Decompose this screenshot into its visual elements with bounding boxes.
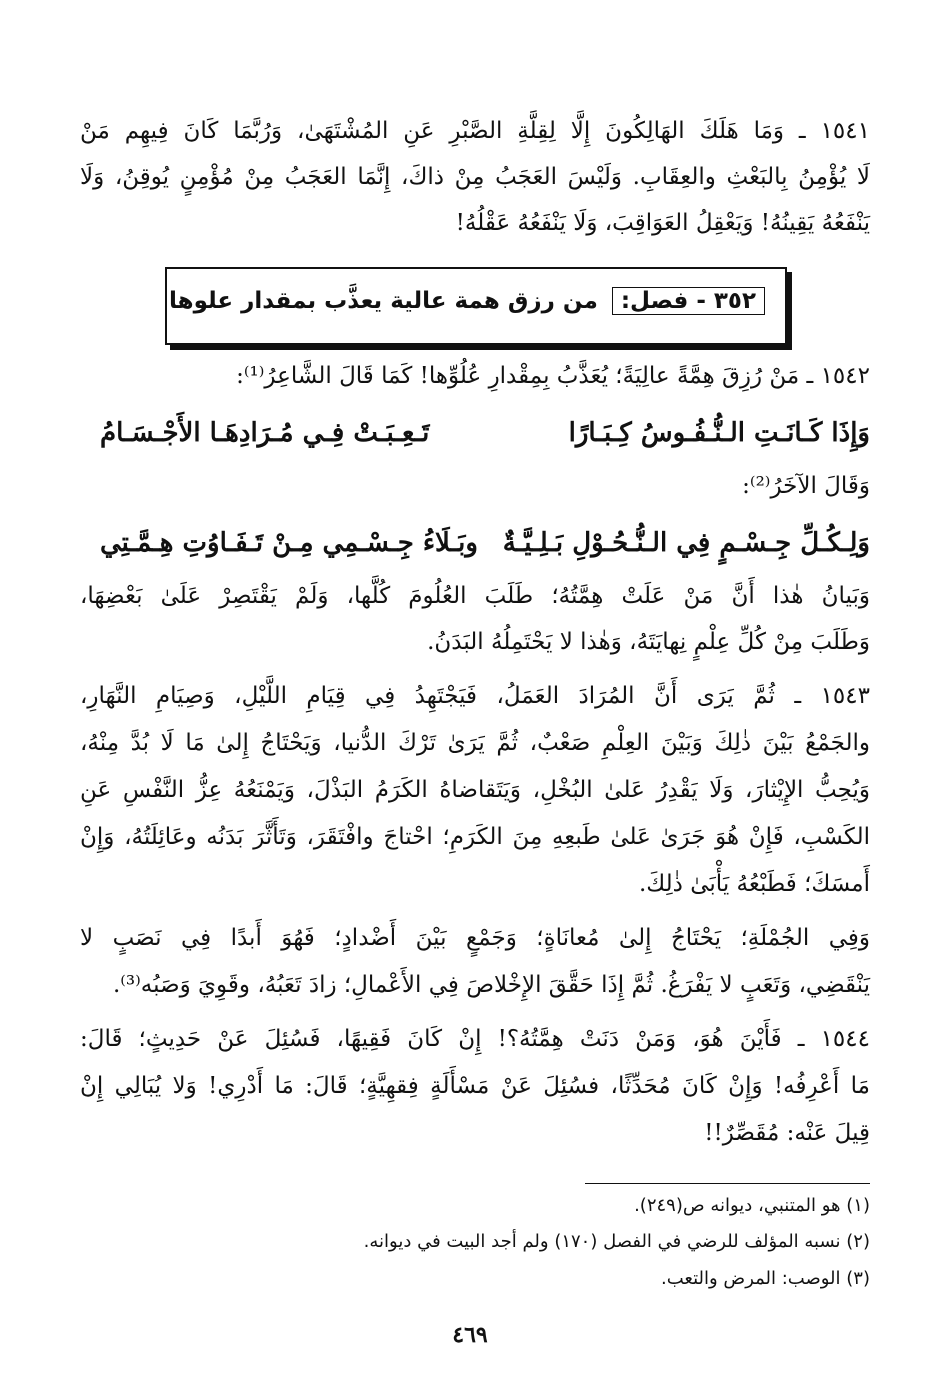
- verse-2-second-hemistich: وبَـلَاءُ جِـسْـمِي مِـنْ تَـفَـاوُتِ هِـمَّـتِي: [100, 528, 478, 558]
- explanation-line-1: وَبَيانُ هٰذا أَنَّ مَنْ عَلَتْ هِمَّتُهُ؛ طَلَبَ العُلُومَ كُلَّها، وَلَمْ يَقْتَصِرْ عَلَىٰ بَعْضِهَا،: [80, 583, 870, 609]
- section-label: ٣٥٢ - فصل:: [612, 287, 765, 315]
- paragraph-1541-line-3: يَنْفَعُهُ يَقِينُهُ! وَيَعْقِلُ العَوَاقِبَ، وَلَا يَنْفَعُهُ عَقْلُهُ!: [455, 210, 870, 236]
- footnote-3: (٣) الوصب: المرض والتعب.: [661, 1268, 870, 1289]
- verse-1-second-hemistich: تَـعِـبَـتْ فِـي مُـرَادِهَـا الأَجْـسَـامُ: [100, 418, 430, 448]
- paragraph-1544-line-1: ١٥٤٤ ـ فَأَيْنَ هُوَ، وَمَنْ دَنَتْ هِمَّتُهُ؟! إِنْ كَانَ فَقِيهًا، فَسُئِلَ عَنْ حَدِيثٍ؛ قَالَ:: [80, 1026, 870, 1052]
- page-number: ٤٦٩: [452, 1322, 488, 1348]
- paragraph-1542-intro: ١٥٤٢ ـ مَنْ رُزِقَ هِمَّةً عالِيَةً؛ يُعَذَّبُ بِمِقْدارِ عُلُوِّها! كَمَا قَالَ الشَّاعِرُ⁽¹⁾:: [236, 363, 870, 389]
- paragraph-1543-line-4: الكَسْبِ، فَإِنْ هُوَ جَرَىٰ عَلىٰ طَبعِهِ مِنَ الكَرَمِ؛ احْتاجَ وافْتَقَرَ، وَتَأَثَّرَ بَدَنُه وعَائِلَتُهُ، وَإِنْ: [80, 824, 870, 850]
- paragraph-1541-line-2: لَا يُؤْمِنُ بِالبَعْثِ والعِقَابِ. وَلَيْسَ العَجَبُ مِنْ ذاكَ، إِنَّمَا العَجَبُ مِنْ مُؤْمِنٍ يُوقِنُ، وَلَا: [80, 164, 870, 190]
- summary-line-1: وَفِي الجُمْلَةِ؛ يَحْتَاجُ إِلىٰ مُعانَاةٍ؛ وَجَمْعٍ بَيْنَ أَضْدادٍ؛ فَهُوَ أَبدًا فِي نَصَبٍ لا: [80, 925, 870, 951]
- verse-1-first-hemistich: وَإِذَا كَـانَـتِ الـنُّـفُـوسُ كِـبَـارًا: [568, 418, 870, 448]
- footnote-divider: [585, 1183, 870, 1184]
- paragraph-1543-line-1: ١٥٤٣ ـ ثُمَّ يَرَى أَنَّ المُرَادَ العَمَلُ، فَيَجْتَهِدُ فِي قِيَامِ اللَّيْلِ، وَصِيَامِ النَّهَارِ،: [80, 683, 870, 709]
- paragraph-1543-line-3: وَيُحِبُّ الإِيْثارَ، وَلَا يَقْدِرُ عَلىٰ البُخْلِ، وَيَتَقاضاهُ الكَرَمُ البَذْلَ، وَيَمْنَعُهُ عِزُّ النَّفْسِ عَنِ: [80, 777, 870, 803]
- summary-line-2: يَنْقَضِي، وَتَعَبٍ لا يَفْرَغُ. ثُمَّ إِذَا حَقَّقَ الإِخْلاصَ فِي الأَعْمالِ؛ زادَ تَعَبُهُ، وقَوِيَ وَصَبُه⁽³⁾.: [112, 972, 870, 998]
- verse-2-first-hemistich: وَلِـكُـلِّ جِـسْـمٍ فِي الـنُّـحُـوْلِ بَـلِـيَّـةٌ: [502, 528, 870, 558]
- footnote-1: (١) هو المتنبي، ديوانه ص(٢٤٩).: [634, 1195, 870, 1216]
- paragraph-1544-line-3: قِيلَ عَنْه: مُقَصِّرٌ!!: [704, 1120, 870, 1146]
- paragraph-1543-line-2: والجَمْعُ بَيْنَ ذٰلِكَ وَبَيْنَ العِلْمِ صَعْبٌ، ثُمَّ يَرَىٰ تَرْكَ الدُّنيا، وَيَحْتَاجُ إِلىٰ مَا لَا بُدَّ مِنْهُ،: [80, 730, 870, 756]
- section-title: من رزق همة عالية يعذَّب بمقدار علوها: [169, 288, 598, 314]
- paragraph-1544-line-2: مَا أَعْرِفُه! وَإِنْ كَانَ مُحَدِّثًا، فسُئِلَ عَنْ مَسْأَلَةٍ فِقهِيَّةٍ؛ قَالَ: مَا أَدْرِي! وَلا يُبَالِي إِنْ: [80, 1073, 870, 1099]
- section-heading-box: [165, 267, 787, 345]
- explanation-line-2: وَطَلَبَ مِنْ كُلِّ عِلْمٍ نِهايَتَهُ، وَهٰذا لا يَحْتَمِلُهُ البَدَنُ.: [427, 629, 870, 655]
- poet-2-intro: وَقَالَ الآخَرُ⁽²⁾:: [742, 473, 870, 499]
- section-heading: [169, 287, 765, 315]
- paragraph-1541-line-1: ١٥٤١ ـ وَمَا هَلَكَ الهَالِكُونَ إِلَّا لِقِلَّةِ الصَّبْرِ عَنِ المُشْتَهَىٰ، وَرُبَّمَا كَانَ فِيهِم مَنْ: [80, 118, 870, 144]
- paragraph-1543-line-5: أَمسَكَ؛ فَطَبْعُهُ يَأْبَىٰ ذٰلِكَ.: [638, 871, 870, 897]
- footnote-2: (٢) نسبه المؤلف للرضي في الفصل (١٧٠) ولم أجد البيت في ديوانه.: [363, 1231, 870, 1252]
